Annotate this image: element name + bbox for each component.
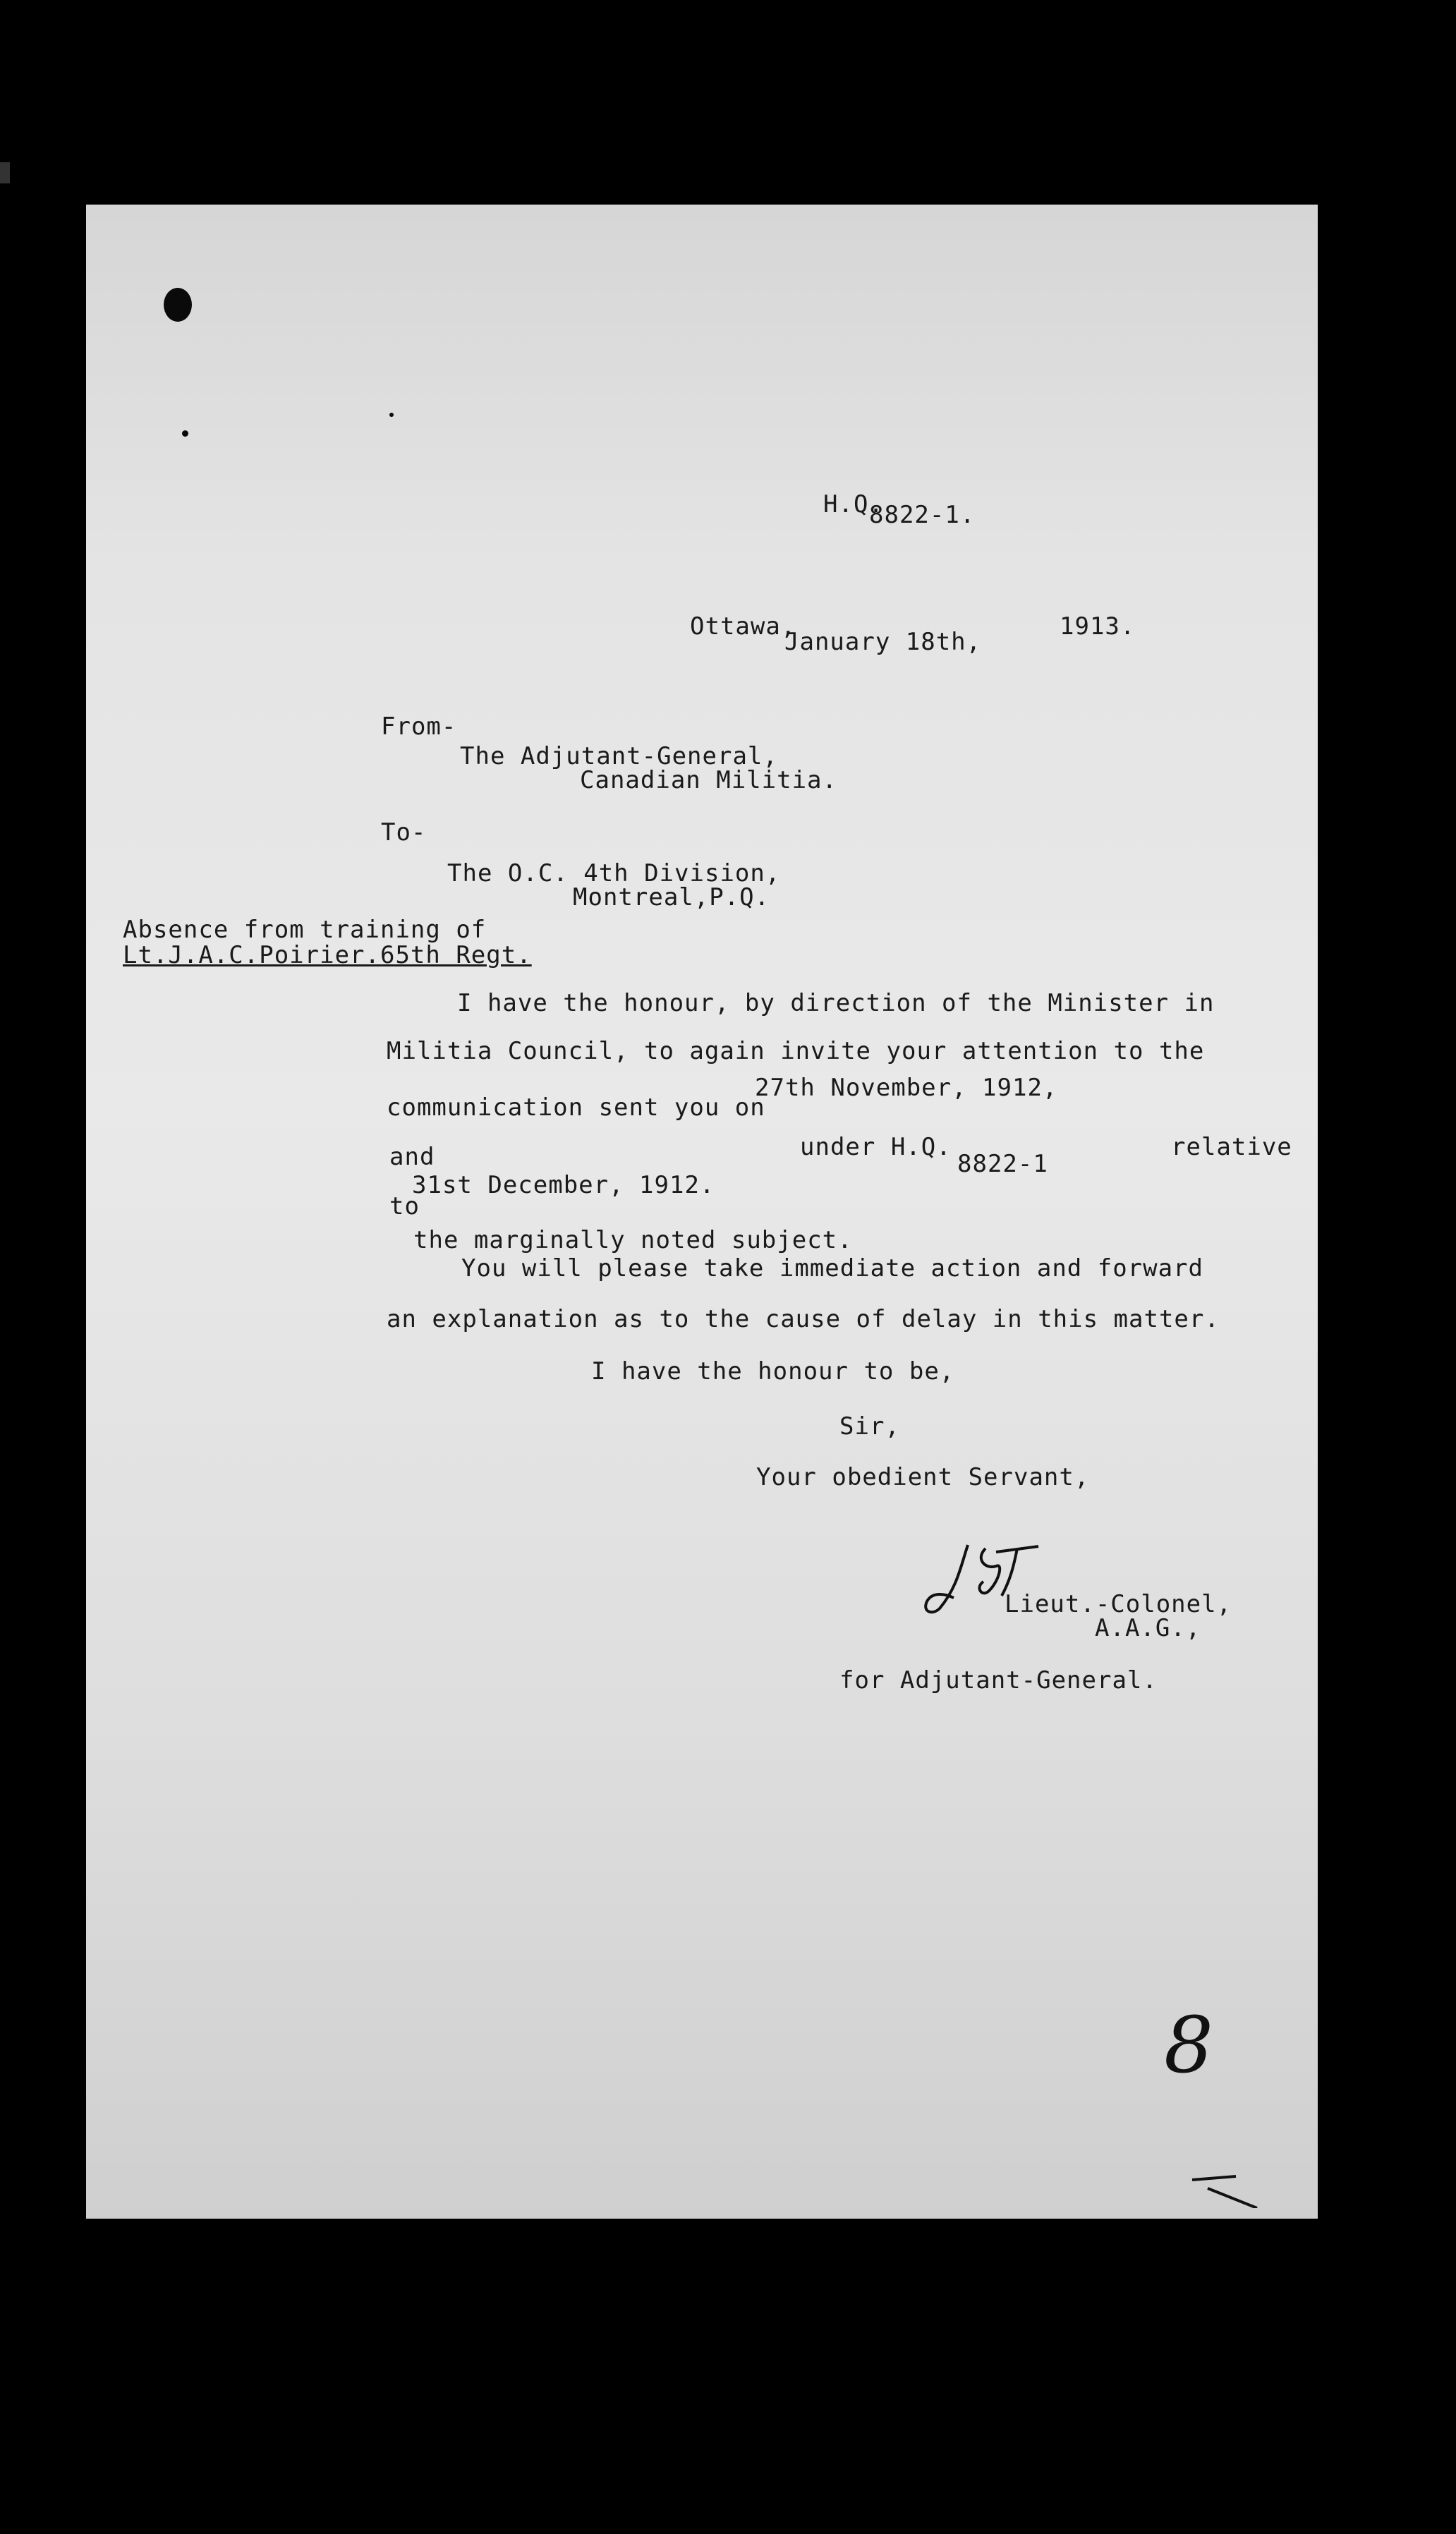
- body-date1: 27th November, 1912,: [755, 1074, 1058, 1102]
- file-ref-prefix: H.Q.: [823, 490, 884, 519]
- body-under-hq: under H.Q.: [800, 1133, 952, 1161]
- from-line1: The Adjutant-General,: [460, 742, 778, 770]
- letter-year: 1913.: [1060, 612, 1136, 641]
- to-line1: The O.C. 4th Division,: [447, 859, 781, 887]
- body-date2: 31st December, 1912.: [412, 1171, 715, 1199]
- from-line2: Canadian Militia.: [580, 766, 837, 794]
- scan-edge-mark: [0, 162, 10, 183]
- file-ref-number: 8822-1.: [869, 501, 976, 529]
- body-to: to: [389, 1192, 420, 1220]
- closing-servant: Your obedient Servant,: [756, 1463, 1090, 1491]
- body-hq-number: 8822-1: [957, 1150, 1048, 1178]
- closing-sir: Sir,: [839, 1412, 900, 1441]
- body-line2: Militia Council, to again invite your attention to the: [387, 1037, 1205, 1065]
- signer-rank2: A.A.G.,: [1095, 1614, 1201, 1642]
- body-subject: the marginally noted subject.: [413, 1226, 853, 1254]
- pencil-mark: [1187, 2145, 1264, 2208]
- punch-hole: [164, 288, 192, 322]
- letter-date: January 18th,: [784, 628, 982, 656]
- body-explain: an explanation as to the cause of delay in this matter.: [387, 1305, 1220, 1333]
- body-and: and: [389, 1143, 435, 1171]
- letter-place: Ottawa,: [690, 612, 796, 641]
- to-line2: Montreal,P.Q.: [573, 883, 770, 911]
- closing-honour: I have the honour to be,: [591, 1357, 955, 1386]
- from-label: From-: [381, 713, 457, 741]
- ink-dot: [389, 413, 394, 417]
- body-relative: relative: [1171, 1133, 1292, 1161]
- page-number: 8: [1164, 2000, 1213, 2090]
- ink-dot: [182, 430, 188, 437]
- marginal-note-line2: Lt.J.A.C.Poirier.65th Regt.: [123, 941, 532, 969]
- signer-rank1: Lieut.-Colonel,: [1005, 1590, 1232, 1618]
- to-label: To-: [381, 818, 427, 847]
- for-adjutant: for Adjutant-General.: [839, 1666, 1158, 1695]
- letter-page: [86, 205, 1318, 2219]
- body-action: You will please take immediate action and forward: [461, 1254, 1204, 1283]
- marginal-note-line1: Absence from training of: [123, 916, 487, 944]
- body-line3: communication sent you on: [387, 1093, 765, 1122]
- body-line1: I have the honour, by direction of the Minister in: [457, 989, 1215, 1017]
